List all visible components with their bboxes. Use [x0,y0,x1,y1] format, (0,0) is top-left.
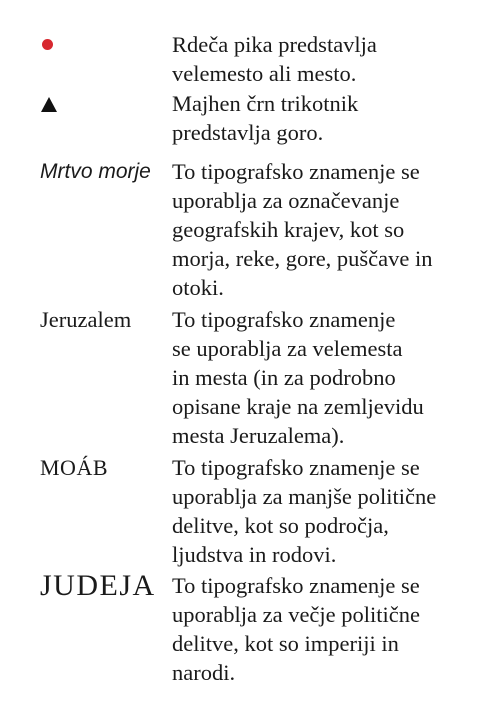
legend-description: Majhen črn trikotnik predstavlja goro. [172,91,359,145]
legend-symbol-city: Jeruzalem [40,307,132,332]
legend-description: To tipografsko znamenje se uporablja za označevanje geografskih krajev, kot so morja, reke, gore, puščave in otoki. [172,159,433,300]
legend-symbol-major-division: JUDEJA [40,569,156,602]
black-triangle-icon [41,97,57,112]
legend-description: To tipografsko znamenje se uporablja za velemesta in mesta (in za podrobno opisane kraje na zemljevidu mesta Jeruzalema). [172,307,424,448]
legend-description: To tipografsko znamenje se uporablja za manjše politične delitve, kot so področja, ljudstva in rodovi. [172,455,437,567]
legend-symbol-minor-division: MOÁB [40,455,109,480]
legend-symbol-geographic-feature: Mrtvo morje [40,160,151,183]
legend-description: Rdeča pika predstavlja velemesto ali mesto. [172,32,377,86]
red-dot-icon [42,39,53,50]
legend-description: To tipografsko znamenje se uporablja za večje politične delitve, kot so imperiji in narodi. [172,573,421,685]
